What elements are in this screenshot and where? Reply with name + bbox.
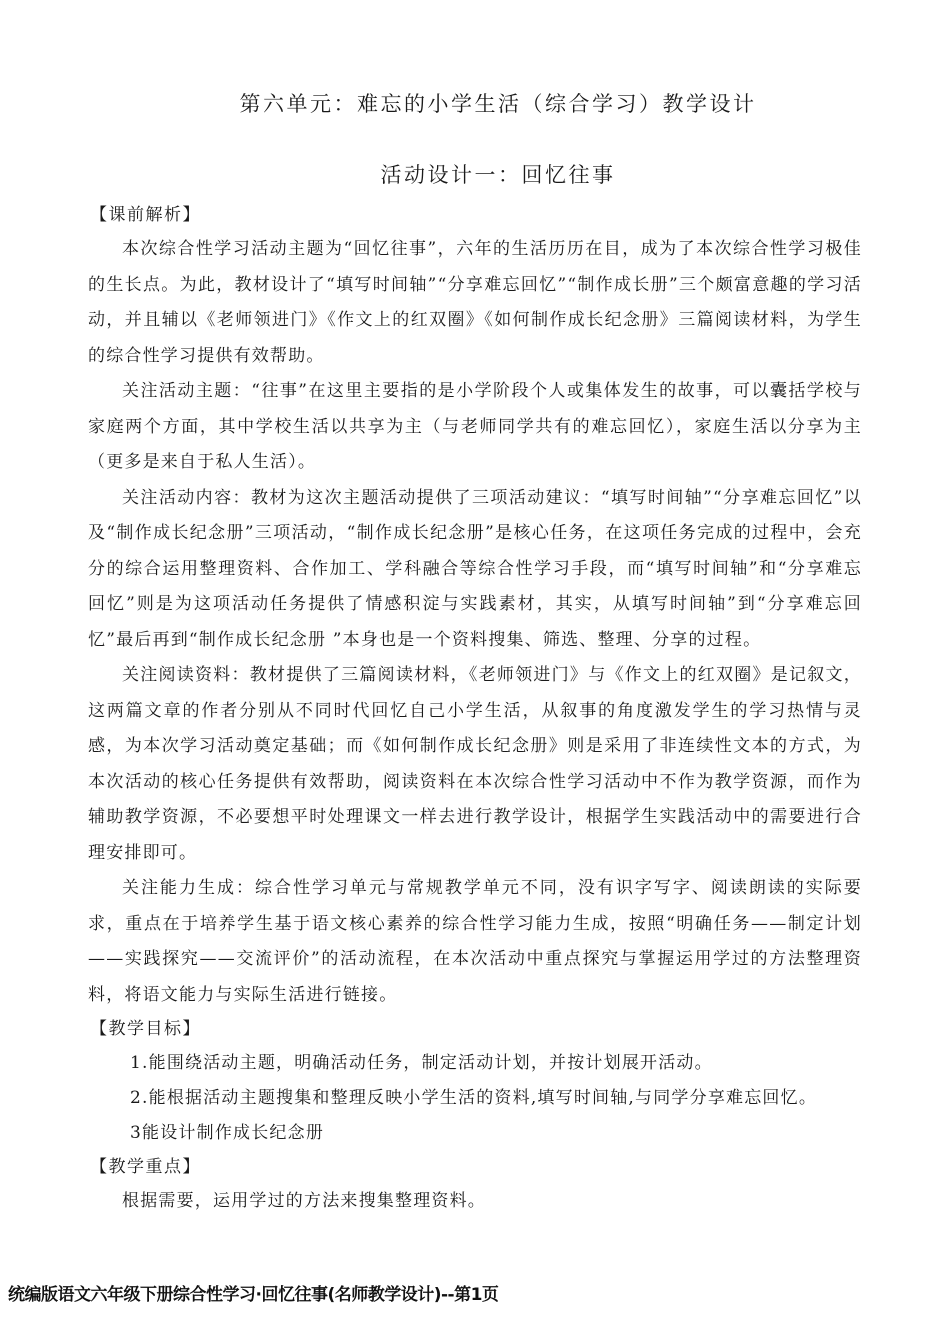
analysis-paragraph: 关注活动主题：“往事”在这里主要指的是小学阶段个人或集体发生的故事，可以囊括学校与家庭两个方面，其中学校生活以共享为主（与老师同学共有的难忘回忆），家庭生活以分享为主（更多是来自于私人生活）。 bbox=[88, 381, 862, 472]
document-title: 第六单元：难忘的小学生活（综合学习）教学设计 bbox=[239, 92, 757, 116]
objective-item: 2.能根据活动主题搜集和整理反映小学生活的资料,填写时间轴,与同学分享难忘回忆。 bbox=[130, 1088, 818, 1108]
section-heading-focus: 【教学重点】 bbox=[90, 1157, 201, 1177]
document-body bbox=[88, 199, 862, 1220]
analysis-paragraph: 本次综合性学习活动主题为“回忆往事”，六年的生活历历在目，成为了本次综合性学习极佳的生长点。为此，教材设计了“填写时间轴”“分享难忘回忆”“制作成长册”三个颇富意趣的学习活动，并且辅以《老师领进门》《作文上的红双圈》《如何制作成长纪念册》三篇阅读材料，为学生的综合性学习提供有效帮助。 bbox=[88, 239, 862, 366]
document-subtitle: 活动设计一：回忆往事 bbox=[380, 163, 616, 187]
page-footer: 统编版语文六年级下册综合性学习·回忆往事(名师教学设计)--第1页 bbox=[8, 1285, 499, 1305]
focus-paragraph: 根据需要，运用学过的方法来搜集整理资料。 bbox=[122, 1191, 486, 1211]
analysis-paragraph: 关注活动内容：教材为这次主题活动提供了三项活动建议：“填写时间轴”“分享难忘回忆”以及“制作成长纪念册”三项活动，“制作成长纪念册”是核心任务，在这项任务完成的过程中，会充分的综合运用整理资料、合作加工、学科融合等综合性学习手段，而“填写时间轴”和“分享难忘回忆”则是为这项活动任务提供了情感积淀与实践素材，其实，从填写时间轴”到“分享难忘回忆”最后再到“制作成长纪念册 ”本身也是一个资料搜集、筛选、整理、分享的过程。 bbox=[88, 487, 862, 650]
objective-item: 1.能围绕活动主题，明确活动任务，制定活动计划，并按计划展开活动。 bbox=[130, 1053, 713, 1073]
section-heading-objectives: 【教学目标】 bbox=[90, 1019, 201, 1039]
analysis-paragraph: 关注阅读资料：教材提供了三篇阅读材料，《老师领进门》与《作文上的红双圈》是记叙文，这两篇文章的作者分别从不同时代回忆自己小学生活，从叙事的角度激发学生的学习热情与灵感，为本次学习活动奠定基础；而《如何制作成长纪念册》则是采用了非连续性文本的方式，为本次活动的核心任务提供有效帮助，阅读资料在本次综合性学习活动中不作为教学资源，而作为辅助教学资源，不必要想平时处理课文一样去进行教学设计，根据学生实践活动中的需要进行合理安排即可。 bbox=[88, 665, 862, 863]
objective-item: 3能设计制作成长纪念册 bbox=[130, 1123, 325, 1143]
section-heading-analysis: 【课前解析】 bbox=[90, 205, 201, 225]
analysis-paragraph: 关注能力生成：综合性学习单元与常规教学单元不同，没有识字写字、阅读朗读的实际要求，重点在于培养学生基于语文核心素养的综合性学习能力生成，按照“明确任务——制定计划——实践探究——交流评价”的活动流程，在本次活动中重点探究与掌握运用学过的方法整理资料，将语文能力与实际生活进行链接。 bbox=[88, 878, 862, 1005]
